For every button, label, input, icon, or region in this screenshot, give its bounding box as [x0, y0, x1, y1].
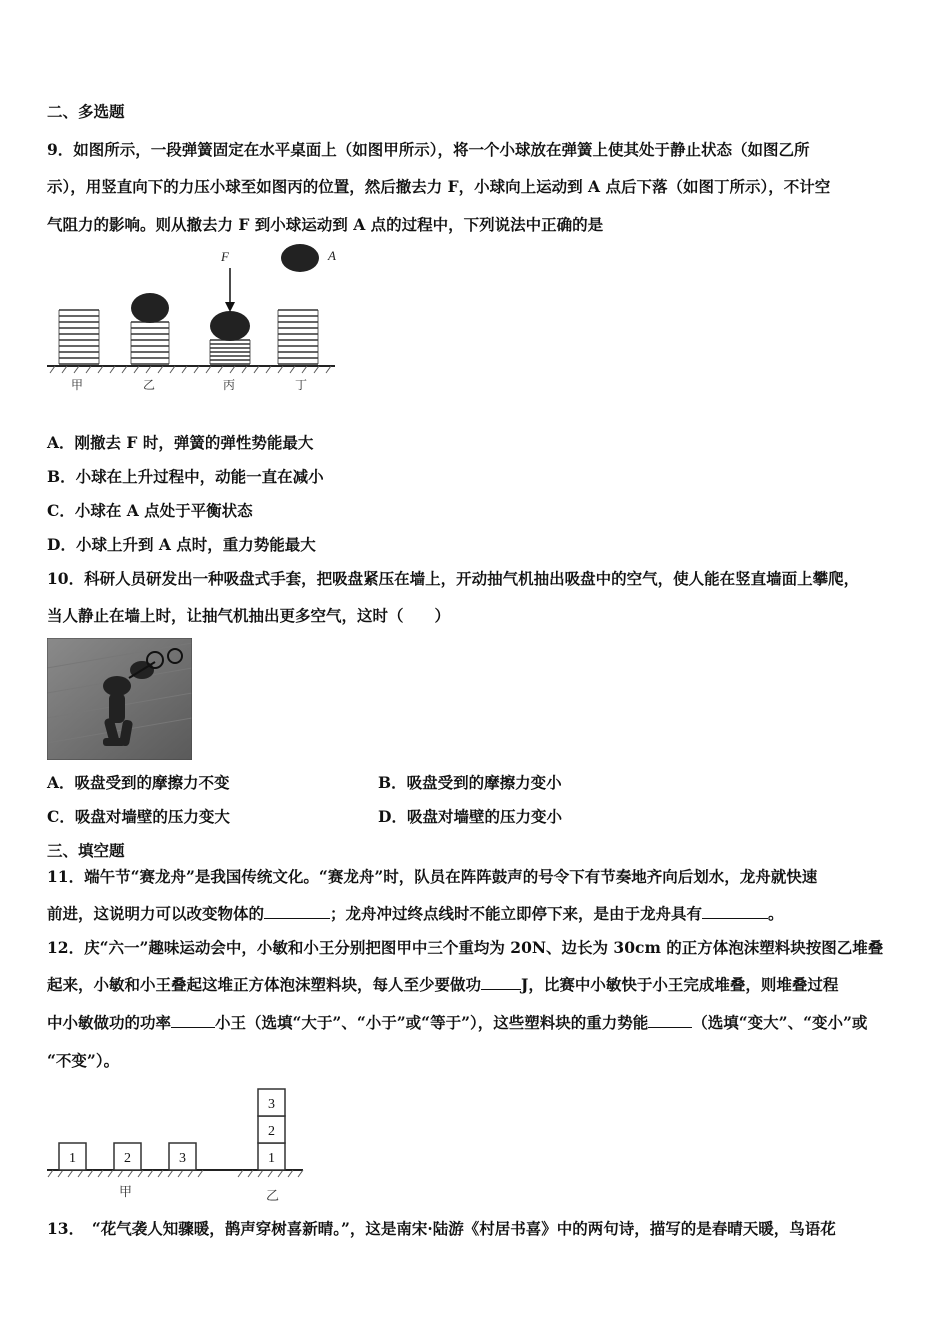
q12-blank-work[interactable]: [481, 975, 521, 990]
label-F: F: [221, 249, 229, 264]
q12-stem-line-3: [47, 1012, 867, 1034]
q10-climber-photo: [47, 638, 192, 760]
label-A: A: [328, 248, 336, 263]
q12-text-d: 小王（选填“大于”、“小于”或“等于”），这些塑料块的重力势能: [215, 1013, 649, 1032]
q11-blank-2[interactable]: [702, 904, 768, 919]
q11-stem-line-1: 11．端午节“赛龙舟”是我国传统文化。“赛龙舟”时，队员在阵阵鼓声的号令下有节奏地齐向后划水，龙舟就快速: [47, 867, 818, 886]
label-ding: 丁: [295, 378, 308, 392]
ball-bing: [210, 311, 250, 341]
block-jia-3-label: 3: [179, 1151, 186, 1166]
q9-option-a: A．刚撤去 F 时，弹簧的弹性势能最大: [47, 433, 314, 452]
block-yi-top-label: 3: [268, 1097, 275, 1112]
block-yi-bottom-label: 1: [268, 1151, 275, 1166]
ball-ding: [281, 244, 319, 272]
label-jia: 甲: [71, 378, 84, 392]
q10-option-c: C．吸盘对墙壁的压力变大: [47, 807, 230, 826]
q11-text-b: ；龙舟冲过终点线时不能立即停下来，是由于龙舟具有: [330, 904, 703, 923]
q12-blocks-figure: [45, 1082, 310, 1206]
q9-stem-line-3: 气阻力的影响。则从撤去力 F 到小球运动到 A 点的过程中，下列说法中正确的是: [47, 215, 604, 234]
q9-option-d: D．小球上升到 A 点时，重力势能最大: [47, 535, 316, 554]
q12-blank-energy[interactable]: [648, 1013, 692, 1028]
spring-yi: [131, 322, 169, 364]
q12-blank-power[interactable]: [171, 1013, 215, 1028]
block-jia-1-label: 1: [69, 1151, 76, 1166]
q12-stem-line-1: 12．庆“六一”趣味运动会中，小敏和小王分别把图甲中三个重均为 20N、边长为 30cm 的正方体泡沫塑料块按图乙堆叠: [47, 938, 884, 957]
q11-text-c: 。: [768, 904, 784, 923]
q9-spring-figure: [45, 240, 345, 400]
q10-option-b: B．吸盘受到的摩擦力变小: [378, 773, 562, 792]
q10-option-d: D．吸盘对墙壁的压力变小: [378, 807, 562, 826]
q11-stem-line-2: [47, 903, 784, 925]
q12-text-a: 起来，小敏和小王叠起这堆正方体泡沫塑料块，每人至少要做功: [47, 975, 482, 994]
q12-stem-line-2: [47, 974, 838, 996]
block-yi-middle-label: 2: [268, 1124, 275, 1139]
spring-ding: [278, 310, 318, 364]
section-title-multiple-choice: 二、多选题: [47, 102, 125, 121]
label-jia: 甲: [119, 1185, 133, 1200]
spring-bing: [210, 340, 250, 364]
label-bing: 丙: [223, 378, 236, 392]
q9-option-b: B．小球在上升过程中，动能一直在减小: [47, 467, 324, 486]
q12-text-b: J，比赛中小敏快于小王完成堆叠，则堆叠过程: [521, 975, 839, 994]
q9-stem-line-1: 9．如图所示，一段弹簧固定在水平桌面上（如图甲所示），将一个小球放在弹簧上使其处于静止状态（如图乙所: [47, 140, 810, 159]
q11-blank-1[interactable]: [264, 904, 330, 919]
force-arrowhead: [225, 302, 235, 312]
label-yi: 乙: [266, 1189, 280, 1204]
q10-stem-line-2: 当人静止在墙上时，让抽气机抽出更多空气，这时（ ）: [47, 606, 451, 625]
label-yi: 乙: [143, 378, 156, 392]
q9-stem-line-2: 示），用竖直向下的力压小球至如图丙的位置，然后撤去力 F，小球向上运动到 A 点后下落（如图丁所示），不计空: [47, 177, 831, 196]
spring-jia: [59, 310, 99, 364]
q9-option-c: C．小球在 A 点处于平衡状态: [47, 501, 253, 520]
q10-stem-line-1: 10．科研人员研发出一种吸盘式手套，把吸盘紧压在墙上，开动抽气机抽出吸盘中的空气，使人能在竖直墙面上攀爬，: [47, 569, 860, 588]
q12-stem-line-4: “不变”）。: [47, 1051, 120, 1070]
q12-text-e: （选填“变大”、“变小”或: [692, 1013, 868, 1032]
q13-stem-line-1: 13． “花气袭人知骤暖，鹊声穿树喜新晴。”，这是南宋·陆游《村居书喜》中的两句诗，描写的是春晴天暖，鸟语花: [47, 1219, 836, 1238]
section-title-fill-in: 三、填空题: [47, 841, 125, 860]
q10-option-a: A．吸盘受到的摩擦力不变: [47, 773, 230, 792]
ball-yi: [131, 293, 169, 323]
block-jia-2-label: 2: [124, 1151, 131, 1166]
q11-text-a: 前进，这说明力可以改变物体的: [47, 904, 265, 923]
q12-text-c: 中小敏做功的功率: [47, 1013, 172, 1032]
